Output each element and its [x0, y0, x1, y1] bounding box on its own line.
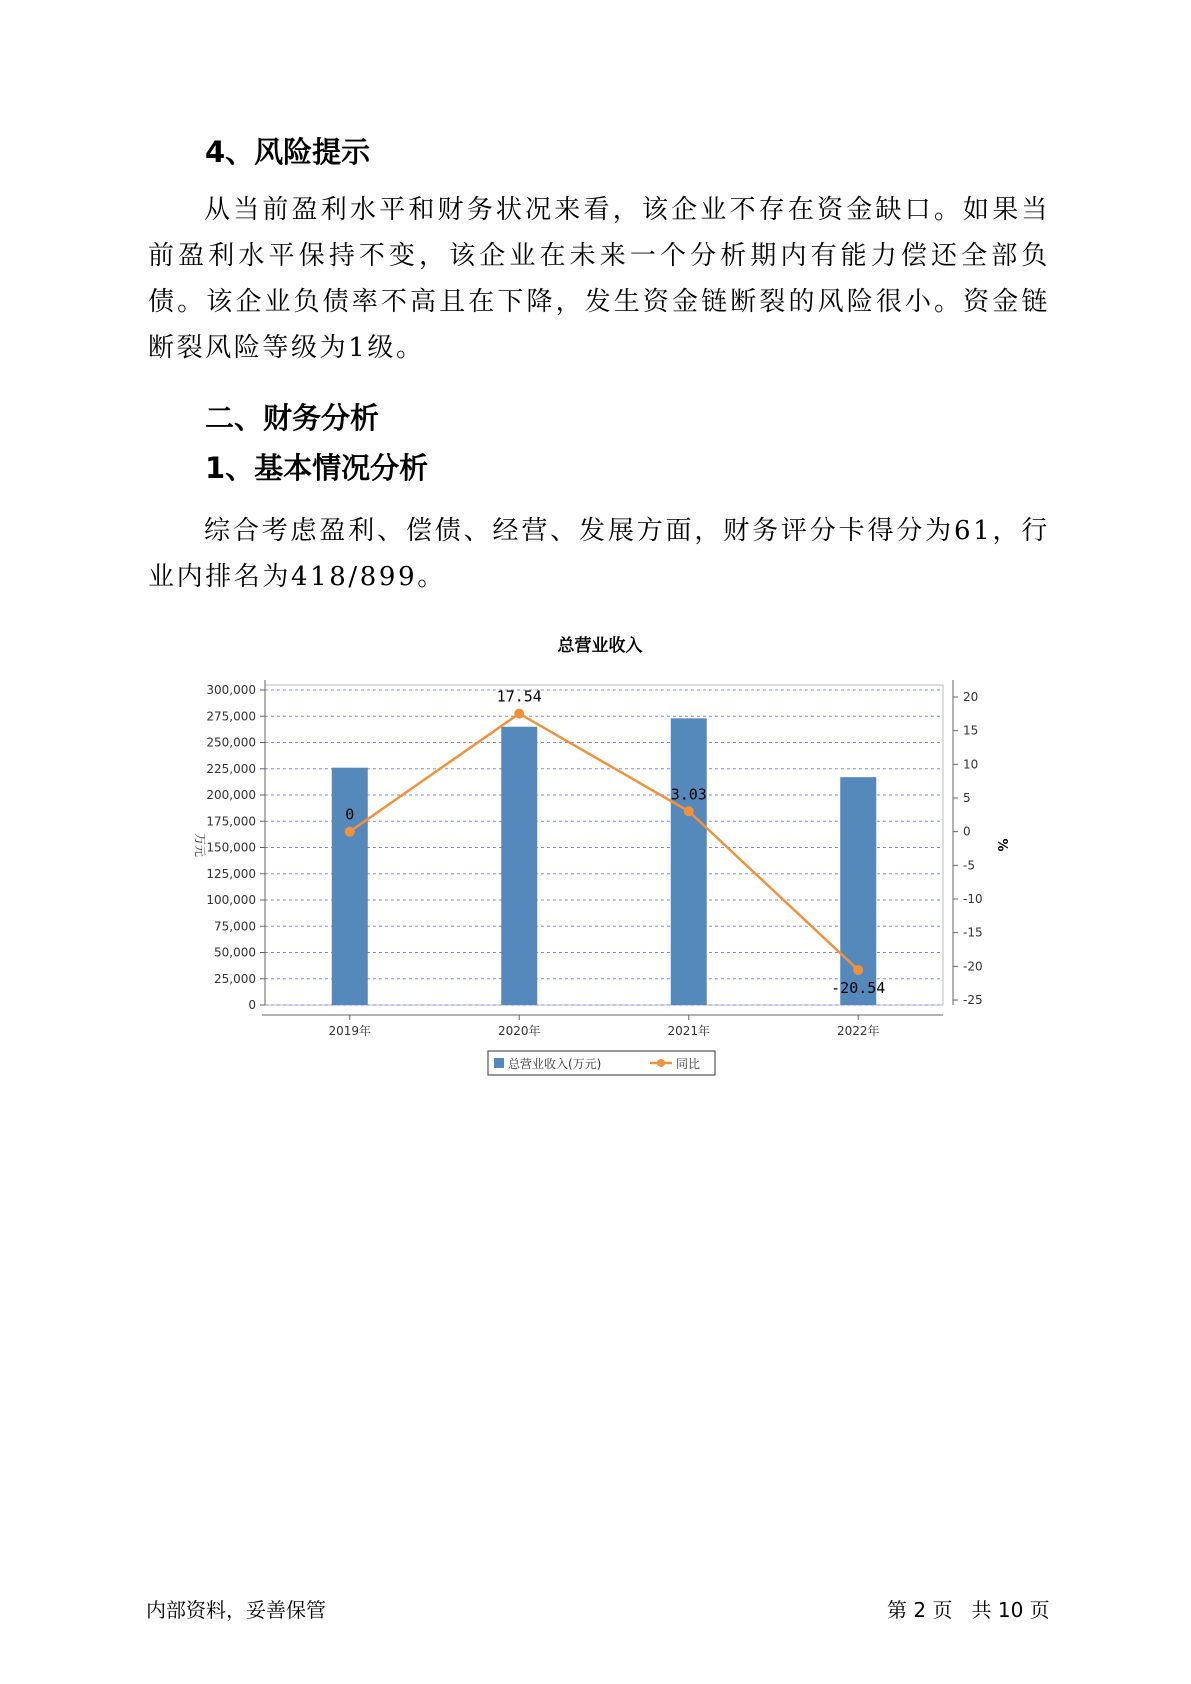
revenue-bar — [332, 768, 368, 1005]
y-tick-label-right: -25 — [963, 993, 983, 1007]
y-tick-label-left: 225,000 — [206, 761, 256, 776]
legend-line-marker — [657, 1059, 665, 1067]
yoy-point — [853, 965, 863, 975]
y-tick-label-right: 20 — [963, 690, 979, 704]
y-tick-label-left: 150,000 — [206, 840, 256, 855]
analysis-heading: 二、财务分析 — [205, 401, 380, 435]
y-tick-label-left: 250,000 — [206, 735, 256, 750]
chart-title: 总营业收入 — [557, 636, 643, 656]
y-tick-label-right: 10 — [963, 757, 979, 772]
yoy-data-label: -20.54 — [831, 978, 886, 997]
y-tick-label-right: 0 — [963, 824, 971, 839]
x-tick-label: 2020年 — [497, 1024, 541, 1038]
basic-analysis-paragraph: 综合考虑盈利、偿债、经营、发展方面，财务评分卡得分为61，行业内排名为418/899。 — [148, 516, 1050, 592]
basic-analysis-heading: 1、基本情况分析 — [205, 451, 429, 485]
risk-paragraph: 从当前盈利水平和财务状况来看，该企业不存在资金缺口。如果当前盈利水平保持不变，该企业在未来一个分析期内有能力偿还全部负债。该企业负债率不高且在下降，发生资金链断裂的风险很小。资金链断裂风险等级为1级。 — [148, 195, 1050, 363]
legend-line-label: 同比 — [676, 1057, 701, 1071]
y-tick-label-left: 50,000 — [214, 945, 256, 960]
y-tick-label-left: 300,000 — [206, 683, 256, 697]
y-tick-label-left: 125,000 — [206, 866, 256, 881]
yoy-point — [345, 827, 355, 837]
y-tick-label-right: -10 — [963, 892, 983, 906]
footer-page-number: 第 2 页 共 10 页 — [887, 1598, 1050, 1622]
y-axis-label-left: 万元 — [193, 832, 207, 858]
y-tick-label-left: 0 — [248, 998, 256, 1012]
revenue-bar — [671, 718, 707, 1005]
risk-heading: 4、风险提示 — [205, 135, 371, 169]
y-tick-label-right: 15 — [963, 723, 979, 738]
yoy-point — [684, 806, 694, 816]
y-tick-label-right: -15 — [963, 925, 983, 940]
legend-bar-swatch — [494, 1058, 504, 1068]
legend-bar-label: 总营业收入(万元) — [508, 1057, 602, 1071]
y-tick-label-right: -5 — [963, 858, 975, 873]
y-tick-label-left: 25,000 — [214, 971, 256, 986]
x-tick-label: 2019年 — [328, 1024, 372, 1038]
y-tick-label-left: 275,000 — [206, 709, 256, 724]
x-tick-label: 2021年 — [667, 1024, 711, 1038]
yoy-point — [514, 709, 524, 719]
revenue-bar — [501, 727, 537, 1005]
y-tick-label-right: -20 — [963, 959, 983, 974]
y-axis-label-right: % — [994, 838, 1009, 852]
yoy-data-label: 17.54 — [496, 687, 542, 706]
footer-left: 内部资料，妥善保管 — [146, 1598, 326, 1622]
yoy-data-label: 3.03 — [670, 785, 707, 804]
y-tick-label-left: 75,000 — [214, 919, 256, 934]
y-tick-label-left: 200,000 — [206, 788, 256, 802]
y-tick-label-left: 175,000 — [206, 814, 256, 829]
x-tick-label: 2022年 — [836, 1024, 880, 1038]
chart-legend — [488, 1051, 715, 1075]
y-tick-label-left: 100,000 — [206, 893, 256, 907]
y-tick-label-right: 5 — [963, 791, 971, 805]
yoy-data-label: 0 — [345, 805, 355, 824]
